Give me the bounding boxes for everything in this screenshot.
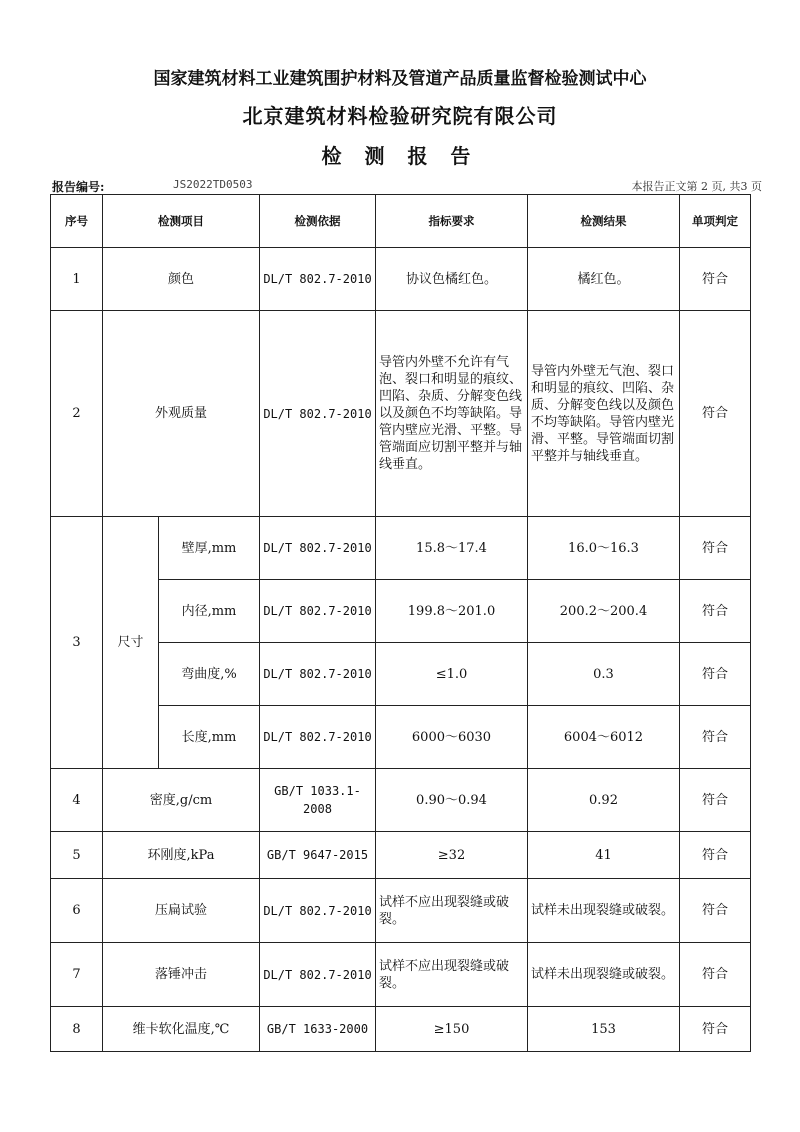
row-result: 153 [528,1007,680,1052]
row-result: 试样未出现裂缝或破裂。 [528,879,680,943]
row-no: 4 [51,769,103,832]
row-no: 7 [51,943,103,1007]
page-info: 本报告正文第 2 页, 共3 页 [631,180,762,193]
row-verdict: 符合 [680,943,751,1007]
row-item: 尺寸 [103,517,159,769]
org-title-line1: 国家建筑材料工业建筑围护材料及管道产品质量监督检验测试中心 [153,69,647,89]
row-verdict: 符合 [680,580,751,643]
sub-item: 内径,mm [159,580,260,643]
row-result: 橘红色。 [528,248,680,311]
table-row [51,943,751,1007]
row-verdict: 符合 [680,706,751,769]
row-verdict: 符合 [680,1007,751,1052]
row-basis: DL/T 802.7-2010 [260,248,376,311]
row-basis: DL/T 802.7-2010 [260,580,376,643]
row-item: 密度,g/cm [103,769,260,832]
row-item: 压扁试验 [103,879,260,943]
table-row [51,879,751,943]
row-basis: DL/T 802.7-2010 [260,517,376,580]
row-item: 落锤冲击 [103,943,260,1007]
sub-item: 弯曲度,% [159,643,260,706]
row-verdict: 符合 [680,879,751,943]
header-result: 检测结果 [528,195,680,248]
row-basis: DL/T 802.7-2010 [260,706,376,769]
row-result: 6004～6012 [528,706,680,769]
row-item: 外观质量 [103,311,260,517]
header-item: 检测项目 [103,195,260,248]
row-basis: DL/T 802.7-2010 [260,311,376,517]
row-basis: GB/T 9647-2015 [260,832,376,879]
row-basis: DL/T 802.7-2010 [260,943,376,1007]
row-item: 环刚度,kPa [103,832,260,879]
row-requirement: 试样不应出现裂缝或破裂。 [376,943,528,1007]
results-table [50,194,751,1052]
row-basis: GB/T 1033.1-2008 [260,769,376,832]
row-no: 3 [51,517,103,769]
row-result: 41 [528,832,680,879]
row-no: 6 [51,879,103,943]
row-basis: DL/T 802.7-2010 [260,643,376,706]
table-row [51,1007,751,1052]
row-basis: DL/T 802.7-2010 [260,879,376,943]
row-requirement: 6000～6030 [376,706,528,769]
row-no: 8 [51,1007,103,1052]
sub-item: 长度,mm [159,706,260,769]
header-verdict: 单项判定 [680,195,751,248]
row-requirement: 0.90～0.94 [376,769,528,832]
sub-item: 壁厚,mm [159,517,260,580]
report-number-label: 报告编号: [52,180,105,194]
row-requirement: 导管内外壁不允许有气泡、裂口和明显的痕纹、凹陷、杂质、分解变色线以及颜色不均等缺陷。导管内壁应光滑、平整。导管端面应切割平整并与轴线垂直。 [376,311,528,517]
row-item: 颜色 [103,248,260,311]
row-result: 200.2～200.4 [528,580,680,643]
row-no: 1 [51,248,103,311]
table-row [51,832,751,879]
row-requirement: ≥150 [376,1007,528,1052]
row-verdict: 符合 [680,517,751,580]
row-verdict: 符合 [680,643,751,706]
row-requirement: 试样不应出现裂缝或破裂。 [376,879,528,943]
table-row [51,311,751,517]
report-title: 检 测 报 告 [321,144,479,168]
table-row [51,517,751,580]
row-requirement: 协议色橘红色。 [376,248,528,311]
row-result: 16.0～16.3 [528,517,680,580]
row-requirement: ≤1.0 [376,643,528,706]
row-no: 2 [51,311,103,517]
row-requirement: ≥32 [376,832,528,879]
row-basis: GB/T 1633-2000 [260,1007,376,1052]
table-header-row [51,195,751,248]
row-result: 试样未出现裂缝或破裂。 [528,943,680,1007]
row-result: 0.3 [528,643,680,706]
row-requirement: 15.8～17.4 [376,517,528,580]
row-item: 维卡软化温度,℃ [103,1007,260,1052]
header-requirement: 指标要求 [376,195,528,248]
org-title-line2: 北京建筑材料检验研究院有限公司 [242,104,558,128]
row-result: 导管内外壁无气泡、裂口和明显的痕纹、凹陷、杂质、分解变色线以及颜色不均等缺陷。导管内壁光滑、平整。导管端面切割平整并与轴线垂直。 [528,311,680,517]
row-no: 5 [51,832,103,879]
header-no: 序号 [51,195,103,248]
table-row [51,248,751,311]
row-verdict: 符合 [680,832,751,879]
row-result: 0.92 [528,769,680,832]
report-number: JS2022TD0503 [173,178,253,191]
row-verdict: 符合 [680,311,751,517]
table-row [51,769,751,832]
row-requirement: 199.8～201.0 [376,580,528,643]
row-verdict: 符合 [680,769,751,832]
row-verdict: 符合 [680,248,751,311]
header-basis: 检测依据 [260,195,376,248]
